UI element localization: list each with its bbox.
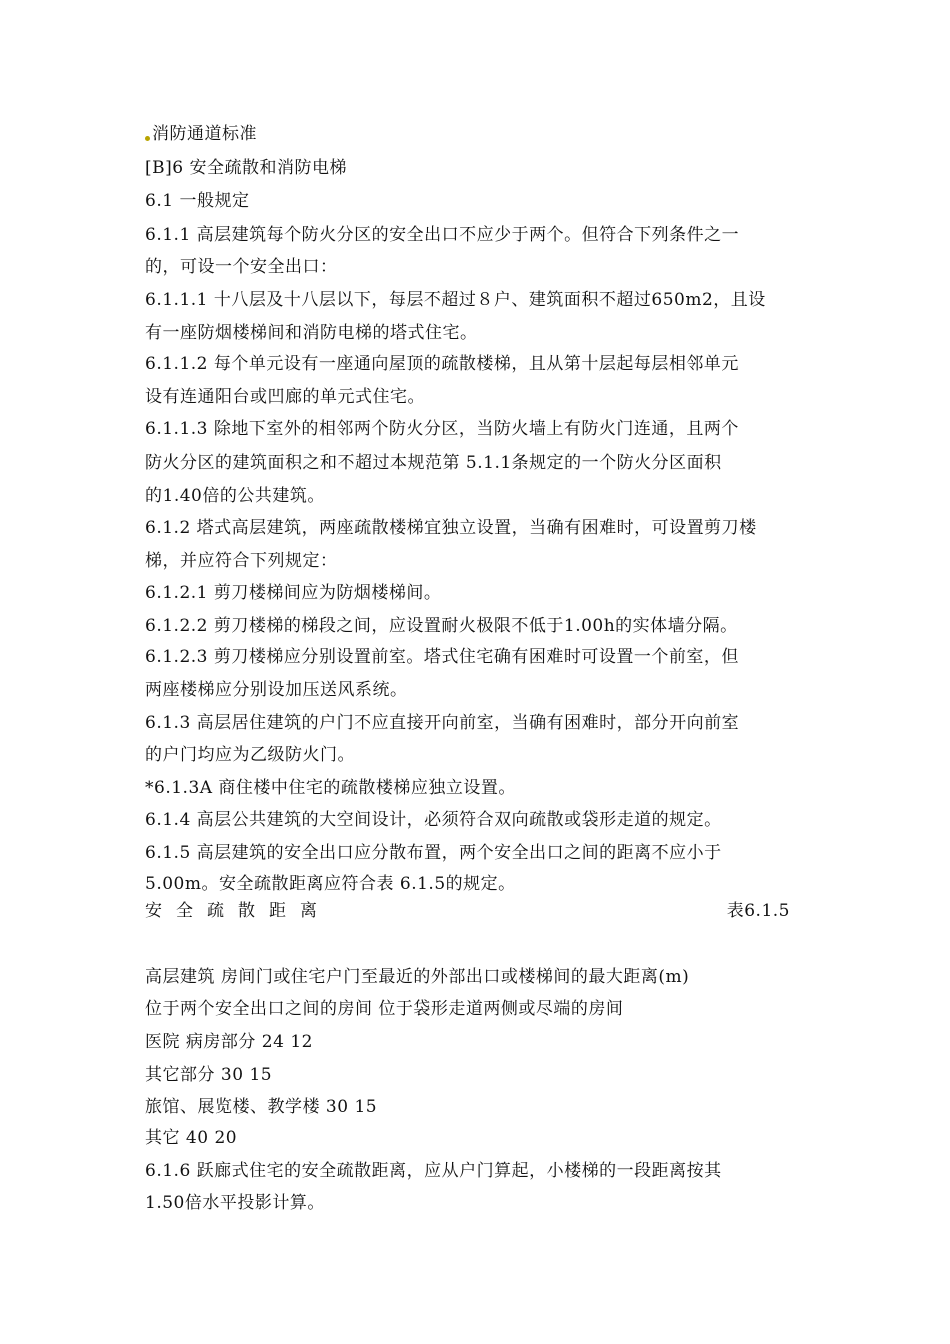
table-caption (145, 900, 790, 922)
text-line: 的户门均应为乙级防火门。 (145, 745, 355, 765)
text-line: 6.1.4 高层公共建筑的大空间设计，必须符合双向疏散或袋形走道的规定。 (145, 810, 722, 830)
table-line: 高层建筑 房间门或住宅户门至最近的外部出口或楼梯间的最大距离(m) (145, 967, 690, 987)
text-line: 6.1.2.2 剪刀楼梯的梯段之间，应设置耐火极限不低于1.00h的实体墙分隔。 (145, 616, 738, 636)
text-line: 有一座防烟楼梯间和消防电梯的塔式住宅。 (145, 323, 478, 343)
text-line: 的，可设一个安全出口： (145, 257, 338, 277)
text-line: 设有连通阳台或凹廊的单元式住宅。 (145, 387, 425, 407)
table-line: 其它部分 30 15 (145, 1065, 273, 1085)
table-line: 旅馆、展览楼、教学楼 30 15 (145, 1097, 378, 1117)
text-line: 6.1.1.3 除地下室外的相邻两个防火分区，当防火墙上有防火门连通，且两个 (145, 419, 739, 439)
table-caption-title: 安全疏散距离 (145, 901, 331, 921)
text-line: 6.1.5 高层建筑的安全出口应分散布置，两个安全出口之间的距离不应小于 (145, 843, 722, 863)
table-line: 医院 病房部分 24 12 (145, 1032, 313, 1052)
text-line: 6.1.2 塔式高层建筑，两座疏散楼梯宜独立设置，当确有困难时，可设置剪刀楼 (145, 518, 757, 538)
text-line: 6.1 一般规定 (145, 191, 250, 211)
text-line: 梯，并应符合下列规定： (145, 551, 338, 571)
text-line: [B]6 安全疏散和消防电梯 (145, 158, 347, 178)
text-line: 6.1.6 跃廊式住宅的安全疏散距离，应从户门算起，小楼梯的一段距离按其 (145, 1161, 722, 1181)
text-line: 6.1.3 高层居住建筑的户门不应直接开向前室，当确有困难时，部分开向前室 (145, 713, 740, 733)
text-line: 6.1.1 高层建筑每个防火分区的安全出口不应少于两个。但符合下列条件之一 (145, 225, 740, 245)
table-line: 其它 40 20 (145, 1128, 238, 1148)
text-line: 防火分区的建筑面积之和不超过本规范第 5.1.1条规定的一个防火分区面积 (145, 453, 722, 473)
document-title: 消防通道标准 (152, 124, 257, 144)
table-caption-number: 表6.1.5 (726, 901, 790, 921)
text-line: 6.1.1.2 每个单元设有一座通向屋顶的疏散楼梯，且从第十层起每层相邻单元 (145, 354, 739, 374)
text-line: 的1.40倍的公共建筑。 (145, 486, 325, 506)
table-line: 位于两个安全出口之间的房间 位于袋形走道两侧或尽端的房间 (145, 999, 624, 1019)
text-line: 6.1.1.1 十八层及十八层以下，每层不超过８户、建筑面积不超过650m2，且设 (145, 290, 766, 310)
text-line: 5.00m。安全疏散距离应符合表 6.1.5的规定。 (145, 874, 516, 894)
text-line: 两座楼梯应分别设加压送风系统。 (145, 680, 408, 700)
text-line: *6.1.3A 商住楼中住宅的疏散楼梯应独立设置。 (145, 778, 516, 798)
bullet-icon (145, 136, 150, 141)
text-line: 6.1.2.1 剪刀楼梯间应为防烟楼梯间。 (145, 583, 442, 603)
text-line: 1.50倍水平投影计算。 (145, 1193, 325, 1213)
document-title-row (145, 123, 810, 145)
text-line: 6.1.2.3 剪刀楼梯应分别设置前室。塔式住宅确有困难时可设置一个前室，但 (145, 647, 739, 667)
